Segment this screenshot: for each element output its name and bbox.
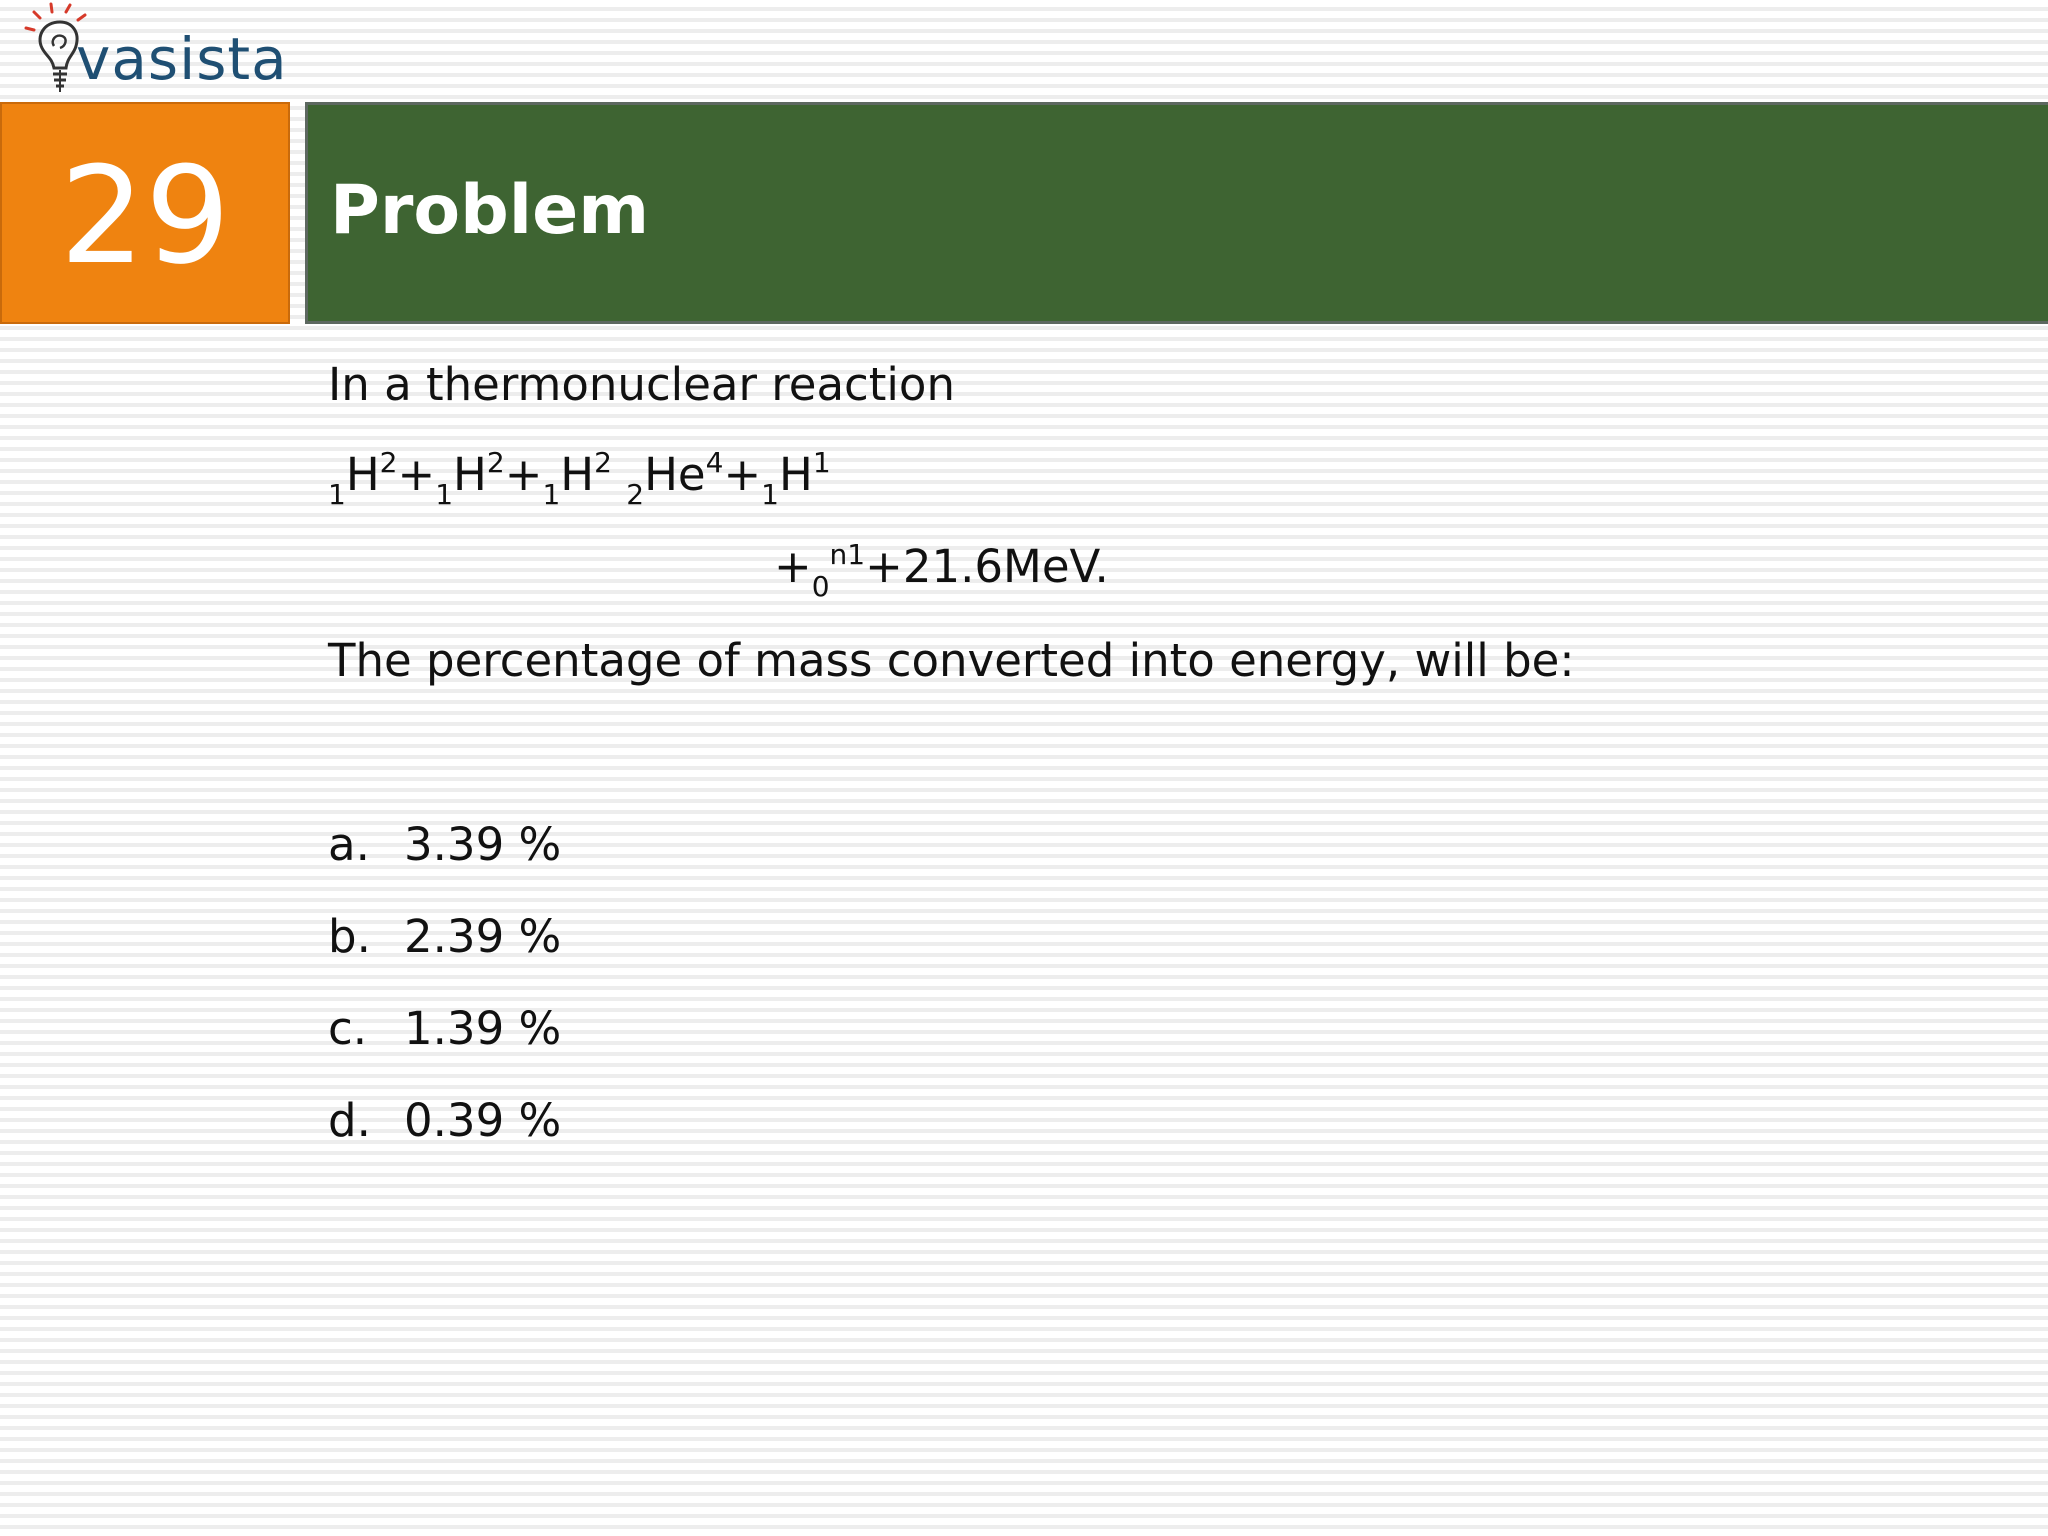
slide-number: 29 xyxy=(59,138,231,294)
option-text: 2.39 % xyxy=(404,910,562,963)
logo-text: vasista xyxy=(76,25,288,93)
equation-term-symbol: H xyxy=(345,448,380,501)
equation-suffix: +21.6MeV. xyxy=(865,540,1109,593)
option-text: 1.39 % xyxy=(404,1002,562,1055)
equation-neutron-subscript: 0 xyxy=(811,570,830,603)
option-letter: b. xyxy=(328,910,371,963)
option-text: 0.39 % xyxy=(404,1094,562,1147)
title-bar xyxy=(305,102,2048,324)
equation-neutron-superscript: n1 xyxy=(829,538,866,571)
equation-term-symbol: He xyxy=(644,448,706,501)
option-c[interactable] xyxy=(328,1002,562,1055)
equation-term-superscript: 4 xyxy=(705,446,724,479)
equation-term-subscript: 1 xyxy=(435,478,454,511)
option-a[interactable] xyxy=(328,818,562,871)
equation-term-subscript: 2 xyxy=(626,478,645,511)
equation-line-1 xyxy=(328,446,831,511)
equation-term-symbol: H xyxy=(778,448,813,501)
equation-term-superscript: 2 xyxy=(379,446,398,479)
option-b[interactable] xyxy=(328,910,562,963)
option-text: 3.39 % xyxy=(404,818,562,871)
slide-number-box xyxy=(0,102,290,324)
equation-line-2 xyxy=(774,538,1109,603)
equation-term-subscript: 1 xyxy=(542,478,561,511)
equation-term-superscript: 1 xyxy=(812,446,831,479)
equation-term-superscript: 2 xyxy=(486,446,505,479)
equation-term-subscript: 1 xyxy=(328,478,346,511)
question-prompt: The percentage of mass converted into energy, will be: xyxy=(328,634,1575,687)
question-intro: In a thermonuclear reaction xyxy=(328,358,955,411)
equation-operator: + xyxy=(723,448,762,501)
equation-operator: + xyxy=(397,448,436,501)
equation-term-subscript: 1 xyxy=(761,478,779,511)
slide-title: Problem xyxy=(330,171,650,250)
option-d[interactable] xyxy=(328,1094,562,1147)
equation-operator xyxy=(612,448,626,501)
option-letter: d. xyxy=(328,1094,371,1147)
equation-term-symbol: H xyxy=(453,448,487,501)
vasista-logo xyxy=(20,2,290,98)
option-letter: c. xyxy=(328,1002,368,1055)
equation-prefix: + xyxy=(774,540,812,593)
equation-term-symbol: H xyxy=(560,448,595,501)
equation-operator: + xyxy=(504,448,543,501)
option-letter: a. xyxy=(328,818,370,871)
equation-term-superscript: 2 xyxy=(594,446,612,479)
